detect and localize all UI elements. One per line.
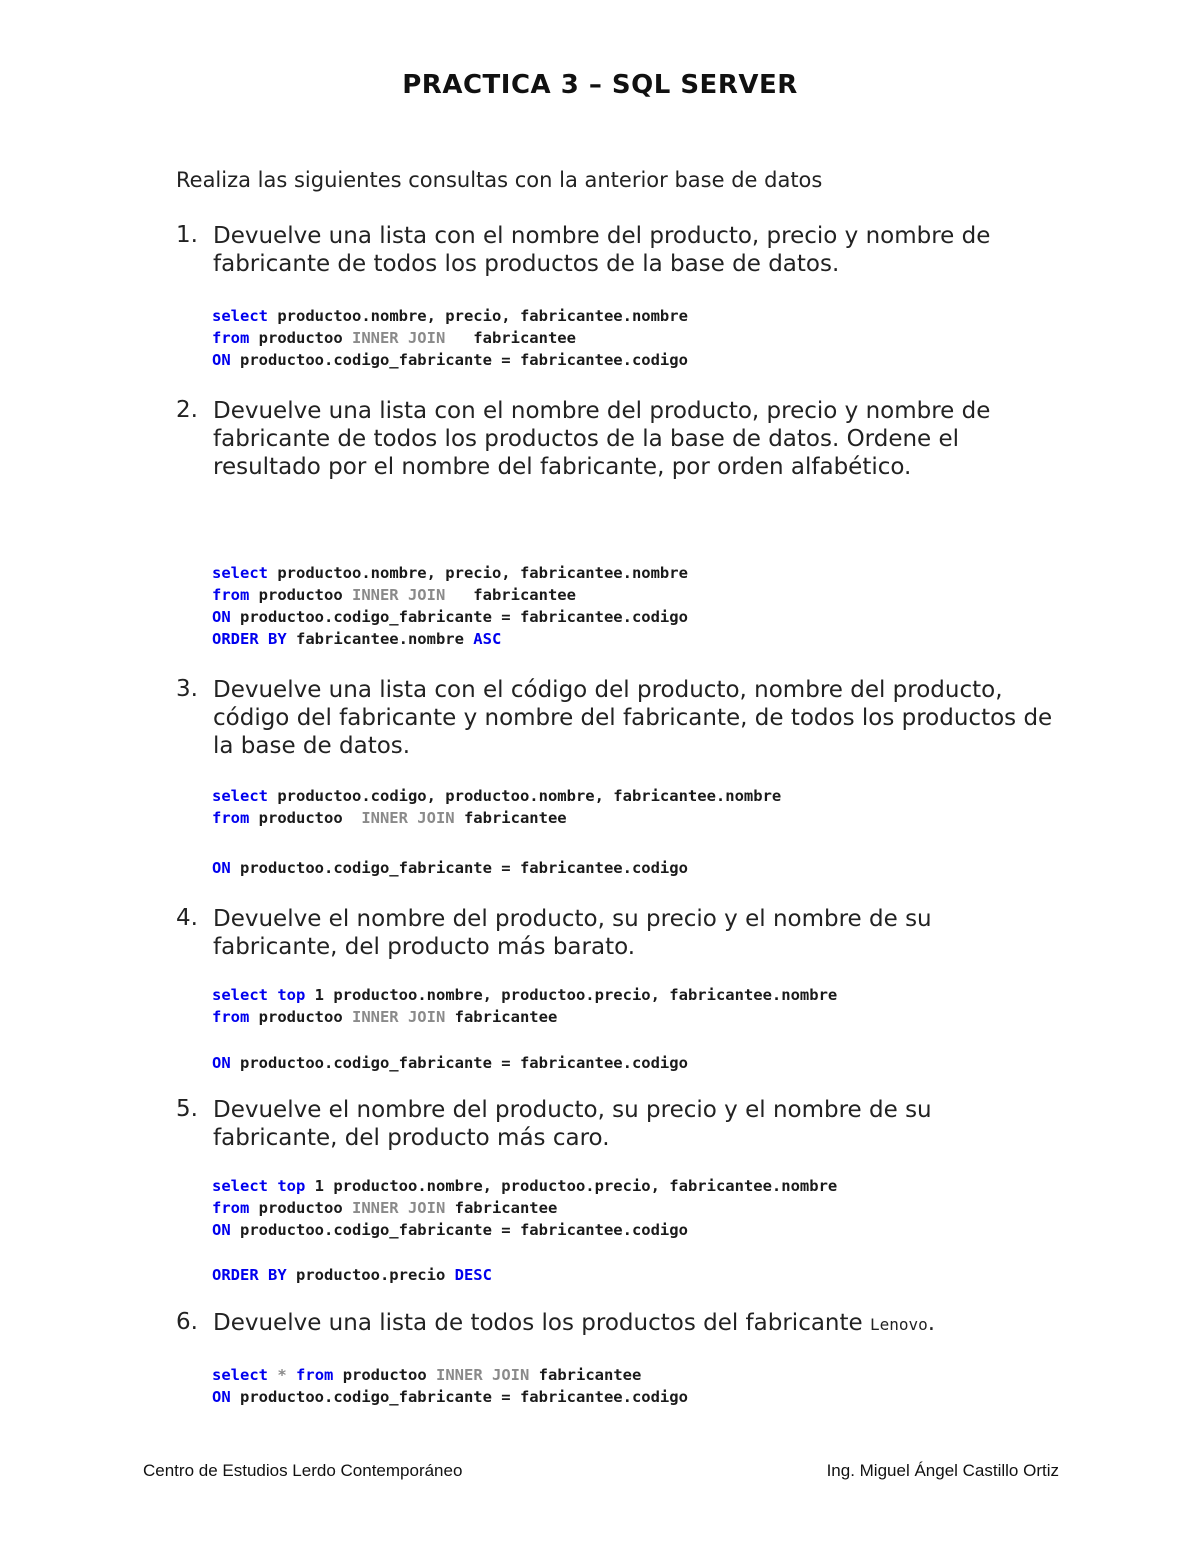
code-line xyxy=(212,327,688,349)
sql-operator: INNER JOIN xyxy=(351,329,446,347)
footer-author: Ing. Miguel Ángel Castillo Ortiz xyxy=(826,1461,1059,1480)
sql-text: productoo xyxy=(249,329,352,347)
sql-text: productoo xyxy=(333,1366,437,1384)
code-line xyxy=(212,984,837,1006)
item-number: 2. xyxy=(176,397,198,423)
code-block xyxy=(212,1364,688,1408)
sql-keyword: from xyxy=(296,1366,334,1384)
sql-keyword: ON xyxy=(212,1054,231,1072)
sql-text: productoo.codigo_fabricante = fabricantee.codigo xyxy=(230,1388,688,1406)
sql-text: productoo xyxy=(249,809,362,827)
sql-text xyxy=(268,1177,277,1195)
sql-text: fabricantee xyxy=(445,329,576,347)
code-line xyxy=(212,857,688,879)
sql-text: productoo.nombre, precio, fabricantee.nombre xyxy=(268,564,688,582)
code-line xyxy=(212,606,688,628)
sql-keyword: ON xyxy=(212,1221,231,1239)
page-title: PRACTICA 3 – SQL SERVER xyxy=(402,70,798,100)
code-line xyxy=(212,785,781,807)
sql-text: fabricantee xyxy=(529,1366,642,1384)
code-block xyxy=(212,562,688,650)
sql-keyword: ORDER BY xyxy=(212,1266,287,1284)
sql-keyword: select xyxy=(212,1366,268,1384)
footer-institution: Centro de Estudios Lerdo Contemporáneo xyxy=(143,1461,463,1480)
code-block xyxy=(212,305,688,371)
sql-keyword: from xyxy=(212,329,250,347)
sql-text xyxy=(287,1366,296,1384)
code-line xyxy=(212,628,688,650)
sql-text: productoo.nombre, precio, fabricantee.nombre xyxy=(268,307,688,325)
sql-text: productoo.codigo_fabricante = fabricantee.codigo xyxy=(230,859,688,877)
sql-keyword: top xyxy=(277,986,306,1004)
code-line xyxy=(212,349,688,371)
sql-text xyxy=(268,1366,277,1384)
sql-keyword: select xyxy=(212,564,268,582)
sql-keyword: from xyxy=(212,1199,250,1217)
sql-text: productoo.codigo, productoo.nombre, fabricantee.nombre xyxy=(268,787,782,805)
sql-operator: INNER JOIN xyxy=(351,1199,446,1217)
code-block xyxy=(212,1175,837,1241)
item-question: Devuelve una lista con el nombre del producto, precio y nombre de fabricante de todos los productos de la base de datos. Ordene el resultado por el nombre del fabricante, por orden alfabético. xyxy=(213,398,991,480)
code-block xyxy=(212,1264,492,1286)
sql-text: fabricantee xyxy=(445,1008,558,1026)
sql-text: 1 productoo.nombre, productoo.precio, fabricantee.nombre xyxy=(305,1177,838,1195)
code-block xyxy=(212,857,688,879)
sql-text: productoo xyxy=(249,586,352,604)
item-question: Devuelve el nombre del producto, su precio y el nombre de su fabricante, del producto más caro. xyxy=(213,1097,932,1151)
inline-code: Lenovo xyxy=(870,1315,928,1334)
item-question: Devuelve una lista con el nombre del producto, precio y nombre de fabricante de todos los productos de la base de datos. xyxy=(213,223,991,277)
intro-text: Realiza las siguientes consultas con la anterior base de datos xyxy=(176,168,823,192)
code-line xyxy=(212,584,688,606)
sql-text: productoo.codigo_fabricante = fabricantee.codigo xyxy=(230,1054,688,1072)
code-line xyxy=(212,1197,837,1219)
code-block xyxy=(212,785,781,829)
sql-text: productoo.codigo_fabricante = fabricantee.codigo xyxy=(230,608,688,626)
sql-text: productoo xyxy=(249,1008,352,1026)
sql-text: fabricantee.nombre xyxy=(286,630,474,648)
code-line xyxy=(212,562,688,584)
code-line xyxy=(212,1264,492,1286)
item-number: 5. xyxy=(176,1096,198,1122)
sql-operator: INNER JOIN xyxy=(436,1366,530,1384)
sql-keyword: ASC xyxy=(473,630,502,648)
sql-text: fabricantee xyxy=(445,586,576,604)
code-block xyxy=(212,984,837,1028)
sql-keyword: select xyxy=(212,1177,268,1195)
sql-keyword: select xyxy=(212,787,268,805)
code-line xyxy=(212,1052,688,1074)
code-block xyxy=(212,1052,688,1074)
sql-text: productoo.codigo_fabricante = fabricantee.codigo xyxy=(230,351,688,369)
sql-operator: INNER JOIN xyxy=(361,809,455,827)
code-line xyxy=(212,1364,688,1386)
item-question-text: Devuelve una lista de todos los productos del fabricante xyxy=(213,1310,863,1336)
sql-text: productoo.codigo_fabricante = fabricantee.codigo xyxy=(230,1221,688,1239)
sql-text: fabricantee xyxy=(454,809,567,827)
sql-text: productoo xyxy=(249,1199,352,1217)
sql-keyword: from xyxy=(212,1008,250,1026)
code-line xyxy=(212,1386,688,1408)
sql-keyword: select xyxy=(212,307,268,325)
sql-text: 1 productoo.nombre, productoo.precio, fabricantee.nombre xyxy=(305,986,838,1004)
sql-keyword: ORDER BY xyxy=(212,630,287,648)
item-question xyxy=(213,1309,1053,1339)
item-question: Devuelve una lista con el código del producto, nombre del producto, código del fabricante y nombre del fabricante, de todos los productos de la base de datos. xyxy=(213,677,1053,759)
code-line xyxy=(212,807,781,829)
code-line xyxy=(212,1175,837,1197)
item-question-end: . xyxy=(927,1310,936,1336)
sql-keyword: select xyxy=(212,986,268,1004)
sql-keyword: DESC xyxy=(454,1266,492,1284)
sql-keyword: ON xyxy=(212,859,231,877)
sql-keyword: ON xyxy=(212,608,231,626)
sql-text: fabricantee xyxy=(445,1199,558,1217)
item-number: 6. xyxy=(176,1309,198,1335)
sql-keyword: from xyxy=(212,586,250,604)
sql-keyword: top xyxy=(277,1177,306,1195)
item-number: 1. xyxy=(176,222,198,248)
code-line xyxy=(212,1006,837,1028)
item-number: 4. xyxy=(176,905,198,931)
sql-text xyxy=(268,986,277,1004)
sql-keyword: from xyxy=(212,809,250,827)
sql-keyword: ON xyxy=(212,351,231,369)
sql-keyword: ON xyxy=(212,1388,231,1406)
item-question: Devuelve el nombre del producto, su precio y el nombre de su fabricante, del producto más barato. xyxy=(213,906,932,960)
code-line xyxy=(212,1219,837,1241)
item-number: 3. xyxy=(176,676,198,702)
sql-operator: INNER JOIN xyxy=(351,1008,446,1026)
code-line xyxy=(212,305,688,327)
sql-operator: * xyxy=(277,1366,287,1384)
sql-operator: INNER JOIN xyxy=(351,586,446,604)
sql-text: productoo.precio xyxy=(286,1266,455,1284)
